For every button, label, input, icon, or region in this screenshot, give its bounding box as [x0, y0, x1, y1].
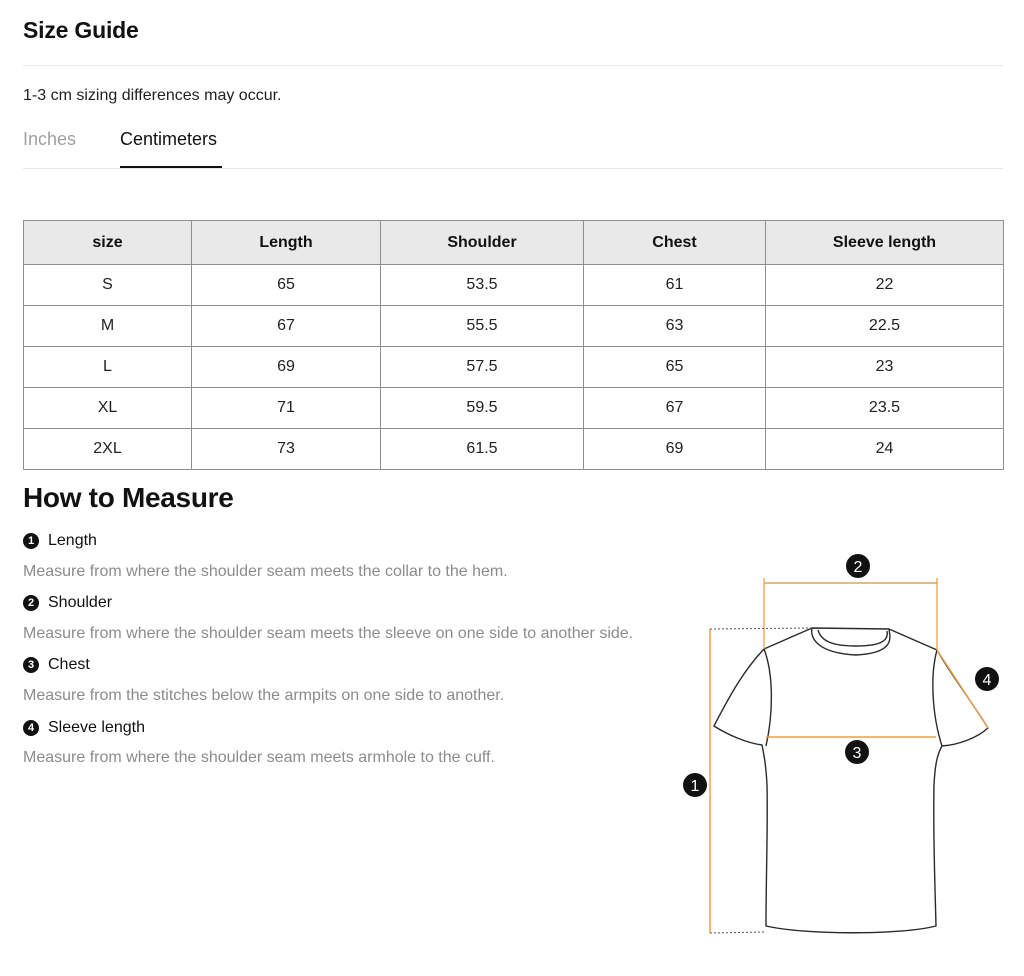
page-title: Size Guide: [23, 17, 139, 43]
measure-name: Length: [48, 532, 97, 549]
number-1-icon: 1: [23, 533, 39, 549]
cell-size: S: [24, 265, 192, 306]
divider: [23, 65, 1003, 66]
measure-name: Sleeve length: [48, 719, 145, 736]
header-chest: Chest: [584, 221, 766, 265]
cell-shoulder: 57.5: [381, 347, 584, 388]
cell-sleeve-length: 24: [766, 429, 1004, 470]
cell-sleeve-length: 22: [766, 265, 1004, 306]
measure-item-length: [23, 531, 97, 551]
header-length: Length: [192, 221, 381, 265]
cell-shoulder: 53.5: [381, 265, 584, 306]
cell-length: 71: [192, 388, 381, 429]
table-row: [24, 306, 1004, 347]
header-shoulder: Shoulder: [381, 221, 584, 265]
cell-sleeve-length: 22.5: [766, 306, 1004, 347]
measure-description: Measure from where the shoulder seam meets the collar to the hem.: [23, 563, 508, 580]
table-header-row: [24, 221, 1004, 265]
tab-inches[interactable]: Inches: [23, 129, 77, 149]
cell-length: 69: [192, 347, 381, 388]
cell-sleeve-length: 23: [766, 347, 1004, 388]
marker-4-icon: [975, 667, 999, 691]
size-table: [23, 220, 1004, 470]
measure-item-shoulder: [23, 593, 112, 613]
tab-centimeters[interactable]: Centimeters: [120, 129, 218, 149]
svg-text:4: 4: [982, 672, 992, 689]
measure-description: Measure from where the shoulder seam meets armhole to the cuff.: [23, 749, 495, 766]
number-3-icon: 3: [23, 657, 39, 673]
cell-length: 67: [192, 306, 381, 347]
header-sleeve-length: Sleeve length: [766, 221, 1004, 265]
cell-shoulder: 59.5: [381, 388, 584, 429]
marker-2-icon: [846, 554, 870, 578]
cell-size: M: [24, 306, 192, 347]
table-row: [24, 347, 1004, 388]
cell-length: 73: [192, 429, 381, 470]
measure-name: Shoulder: [48, 594, 113, 611]
cell-shoulder: 55.5: [381, 306, 584, 347]
cell-size: L: [24, 347, 192, 388]
table-row: [24, 429, 1004, 470]
cell-chest: 63: [584, 306, 766, 347]
sizing-note: 1-3 cm sizing differences may occur.: [23, 87, 282, 104]
cell-chest: 61: [584, 265, 766, 306]
marker-1-icon: [683, 773, 707, 797]
svg-text:3: 3: [852, 745, 862, 762]
cell-shoulder: 61.5: [381, 429, 584, 470]
svg-text:2: 2: [853, 559, 863, 576]
measure-description: Measure from where the shoulder seam meets the sleeve on one side to another side.: [23, 625, 634, 642]
tshirt-measurement-diagram: [680, 545, 1000, 940]
measure-item-chest: [23, 655, 90, 675]
measure-description: Measure from the stitches below the armpits on one side to another.: [23, 687, 505, 704]
cell-size: XL: [24, 388, 192, 429]
table-row: [24, 265, 1004, 306]
svg-text:1: 1: [690, 778, 700, 795]
measure-name: Chest: [48, 656, 90, 673]
divider: [23, 168, 1003, 169]
number-2-icon: 2: [23, 595, 39, 611]
number-4-icon: 4: [23, 720, 39, 736]
cell-length: 65: [192, 265, 381, 306]
cell-chest: 65: [584, 347, 766, 388]
marker-3-icon: [845, 740, 869, 764]
cell-size: 2XL: [24, 429, 192, 470]
cell-chest: 69: [584, 429, 766, 470]
table-row: [24, 388, 1004, 429]
tshirt-outline-icon: [714, 628, 988, 933]
cell-sleeve-length: 23.5: [766, 388, 1004, 429]
measure-item-sleeve-length: [23, 718, 145, 738]
how-to-measure-title: How to Measure: [23, 482, 234, 513]
header-size: size: [24, 221, 192, 265]
cell-chest: 67: [584, 388, 766, 429]
